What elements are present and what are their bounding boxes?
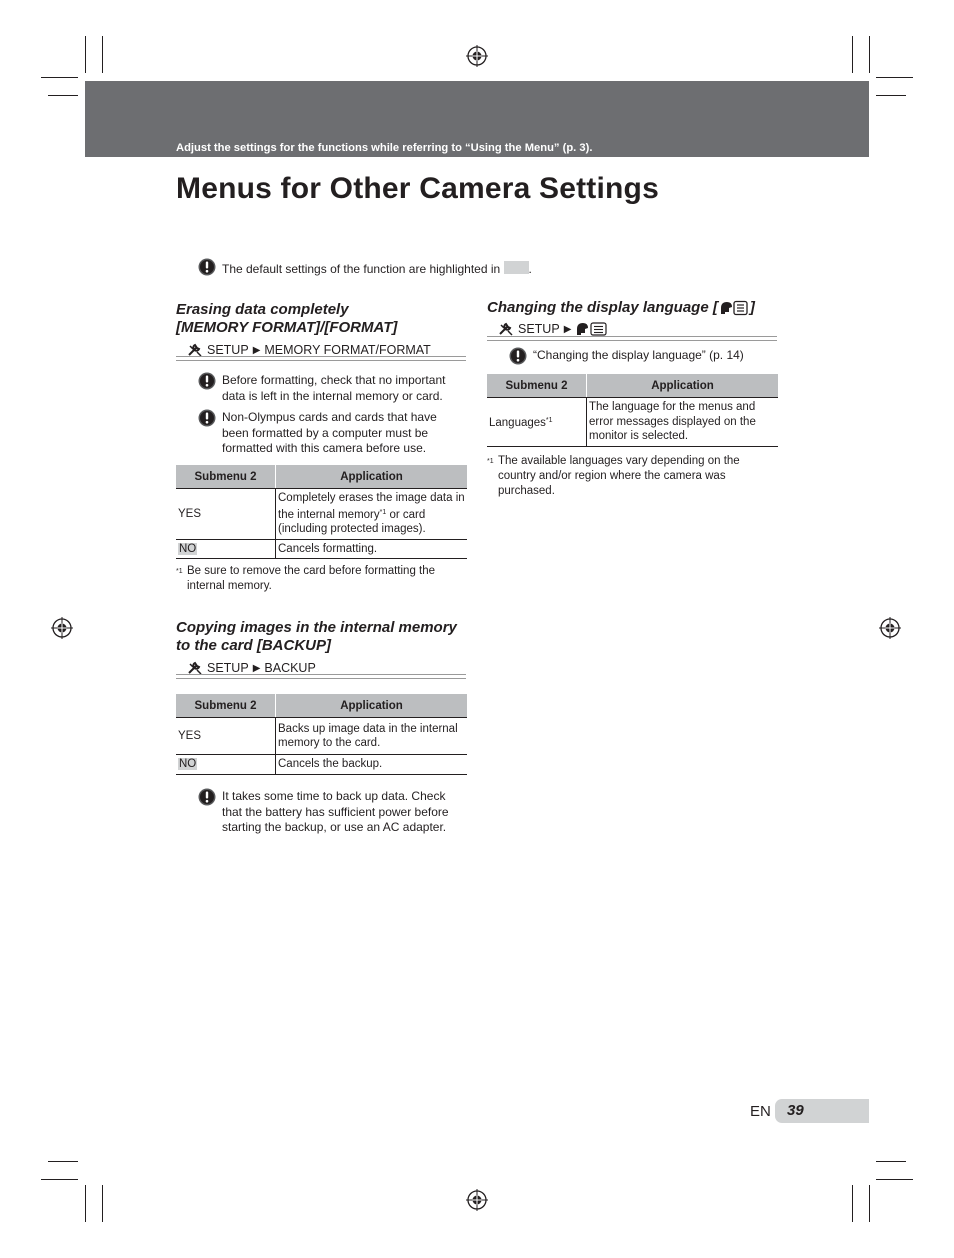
table-header-submenu: Submenu 2 xyxy=(176,465,276,489)
registration-mark-icon xyxy=(879,617,901,639)
memory-format-heading-line1: Erasing data completely xyxy=(176,301,349,318)
backup-menu-path xyxy=(187,661,316,675)
header-band xyxy=(85,81,869,157)
backup-heading-line1: Copying images in the internal memory xyxy=(176,619,457,636)
caution-icon xyxy=(198,372,216,390)
backup-heading-line2: to the card [BACKUP] xyxy=(176,637,332,654)
section-rule xyxy=(176,674,466,679)
application-cell: The language for the menus and error messages displayed on the monitor is selected. xyxy=(587,398,779,447)
language-code: EN xyxy=(750,1103,771,1120)
default-settings-note xyxy=(222,261,532,278)
path-setup-label: SETUP xyxy=(518,322,560,336)
language-menu-path xyxy=(498,322,609,336)
footnote-text: The available languages vary depending on the country and/or region where the camera was purchased. xyxy=(498,455,740,497)
submenu-cell xyxy=(487,398,587,447)
path-arrow-icon: ▶ xyxy=(252,344,261,356)
memory-format-footnote xyxy=(176,564,466,594)
section-rule xyxy=(176,356,466,361)
path-arrow-icon: ▶ xyxy=(252,662,261,674)
footnote-ref: *1 xyxy=(545,416,553,424)
table-row xyxy=(487,398,778,447)
setup-wrench-icon xyxy=(498,322,514,336)
backup-table xyxy=(176,694,467,775)
language-heading-text: Changing the display language [ xyxy=(487,299,718,316)
setup-wrench-icon xyxy=(187,661,203,675)
path-setup-label: SETUP xyxy=(207,661,249,675)
application-cell: Cancels the backup. xyxy=(276,755,468,775)
table-row xyxy=(176,489,467,540)
submenu-cell xyxy=(176,755,276,775)
registration-mark-icon xyxy=(466,1189,488,1211)
memory-format-note-2: Non-Olympus cards and cards that have been formatted by a computer must be formatted with this camera before use. xyxy=(222,410,437,455)
submenu-text: Languages xyxy=(489,416,546,429)
caution-icon xyxy=(509,347,527,365)
table-header-submenu: Submenu 2 xyxy=(176,694,276,718)
submenu-cell: YES xyxy=(176,718,276,755)
application-cell: Backs up image data in the internal memory to the card. xyxy=(276,718,468,755)
default-note-suffix: . xyxy=(528,262,532,276)
table-header-row xyxy=(176,694,467,718)
registration-mark-icon xyxy=(466,45,488,67)
application-cell xyxy=(276,489,468,540)
submenu-cell xyxy=(176,539,276,559)
application-text-cont: or card (including protected images). xyxy=(278,508,426,535)
language-heading xyxy=(487,299,755,317)
path-item-label: BACKUP xyxy=(264,661,316,675)
backup-note: It takes some time to back up data. Check that the battery has sufficient power before starting the backup, or use an AC adapter. xyxy=(222,789,449,834)
language-icon xyxy=(719,300,749,316)
memory-format-heading-line2: [MEMORY FORMAT]/[FORMAT] xyxy=(176,319,398,336)
application-cell: Cancels formatting. xyxy=(276,539,468,559)
table-header-application: Application xyxy=(276,694,468,718)
footnote-text: Be sure to remove the card before formatting the internal memory. xyxy=(187,565,436,592)
header-instruction: Adjust the settings for the functions while referring to “Using the Menu” (p. 3). xyxy=(176,142,593,154)
memory-format-heading xyxy=(176,301,476,337)
memory-format-menu-path xyxy=(187,343,431,357)
memory-format-note-1: Before formatting, check that no important data is left in the internal memory or card. xyxy=(222,373,446,403)
page-number: 39 xyxy=(787,1102,804,1119)
setup-wrench-icon xyxy=(187,343,203,357)
submenu-cell: YES xyxy=(176,489,276,540)
caution-icon xyxy=(198,409,216,427)
footnote-ref: *1 xyxy=(379,508,387,516)
path-arrow-icon: ▶ xyxy=(563,323,572,335)
language-heading-end: ] xyxy=(749,299,755,316)
footnote-mark: *1 xyxy=(487,458,494,465)
default-highlight: NO xyxy=(179,758,197,770)
table-row xyxy=(176,718,467,755)
registration-mark-icon xyxy=(51,617,73,639)
table-row xyxy=(176,755,467,775)
caution-icon xyxy=(198,258,216,276)
language-table xyxy=(487,374,778,447)
table-header-application: Application xyxy=(587,374,779,398)
backup-heading xyxy=(176,619,476,655)
language-note: “Changing the display language” (p. 14) xyxy=(533,348,744,362)
default-note-text: The default settings of the function are highlighted in xyxy=(222,262,501,276)
default-highlight: NO xyxy=(179,542,197,555)
highlight-swatch xyxy=(504,261,529,274)
language-footnote xyxy=(487,454,777,499)
path-setup-label: SETUP xyxy=(207,343,249,357)
footnote-mark: *1 xyxy=(176,568,183,575)
table-row xyxy=(176,539,467,559)
table-header-row xyxy=(487,374,778,398)
caution-icon xyxy=(198,788,216,806)
page-title: Menus for Other Camera Settings xyxy=(176,172,659,205)
table-header-submenu: Submenu 2 xyxy=(487,374,587,398)
table-header-application: Application xyxy=(276,465,468,489)
table-header-row xyxy=(176,465,467,489)
language-icon xyxy=(575,322,609,336)
application-text: Completely erases the image data in the internal memory xyxy=(278,492,465,521)
section-rule xyxy=(487,336,777,341)
path-item-label: MEMORY FORMAT/FORMAT xyxy=(264,343,431,357)
memory-format-table xyxy=(176,465,467,559)
